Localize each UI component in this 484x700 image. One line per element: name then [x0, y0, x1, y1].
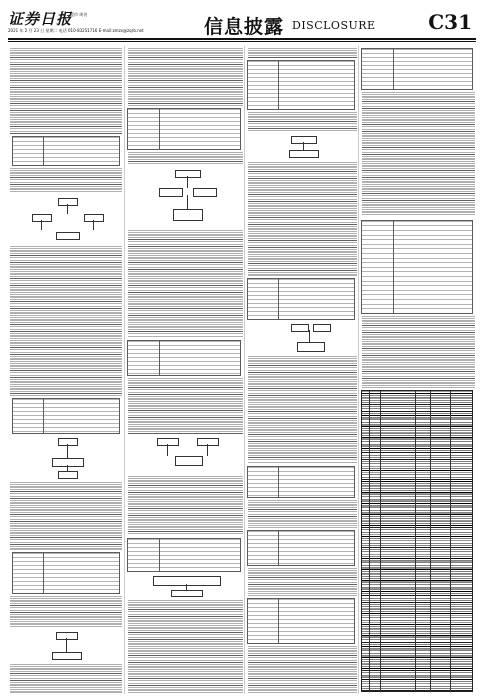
logo-subtitle-line: 股市 周刊: [70, 12, 88, 17]
structure-diagram: [34, 630, 98, 660]
masthead: [8, 6, 476, 46]
column-1: [10, 46, 122, 694]
column-2: [124, 46, 243, 694]
info-table: [247, 598, 355, 644]
text-block: [248, 48, 357, 58]
info-table: [247, 278, 355, 320]
header-rule-thin: [8, 41, 476, 42]
text-block: [128, 476, 243, 536]
info-table: [247, 60, 355, 110]
text-block: [10, 48, 122, 134]
fund-table: [361, 220, 473, 314]
logo-subtitle: [70, 12, 87, 17]
text-block: [248, 112, 357, 132]
info-table: [12, 398, 120, 434]
text-block: [248, 356, 357, 464]
column-4: [358, 46, 475, 694]
page-number: C31: [428, 10, 472, 34]
text-block: [10, 246, 122, 396]
text-block: [128, 378, 243, 434]
info-table: [247, 466, 355, 498]
text-block: [248, 646, 357, 694]
text-block: [10, 168, 122, 192]
holdings-table: [361, 390, 473, 692]
dateline: 2021 年 2 月 23 日 星期二 电话 010-83251716 E-mail:zmzx@zqrb.net: [8, 28, 144, 33]
ownership-diagram: [157, 168, 217, 226]
newspaper-logo: 证券日报: [8, 10, 73, 28]
info-table: [12, 136, 120, 166]
info-table: [12, 552, 120, 594]
text-block: [10, 596, 122, 628]
text-block: [248, 162, 357, 276]
info-table: [127, 340, 241, 376]
section-title: 信息披露: [204, 16, 285, 38]
info-table: [127, 108, 241, 150]
equity-diagram: [32, 436, 102, 478]
header-rule: [8, 38, 476, 40]
info-table: [127, 538, 241, 572]
text-block: [128, 230, 243, 338]
text-block: [128, 600, 243, 694]
text-block: [128, 48, 243, 106]
equity-diagram: [155, 436, 219, 472]
structure-diagram: [151, 574, 221, 596]
text-block: [10, 482, 122, 550]
ownership-diagram: [283, 134, 323, 158]
column-3: [244, 46, 357, 694]
page-body: [10, 46, 474, 694]
info-table: [361, 48, 473, 90]
text-block: [362, 316, 475, 388]
text-block: [10, 664, 122, 694]
text-block: [128, 152, 243, 166]
text-block: [248, 500, 357, 528]
text-block: [362, 92, 475, 216]
ownership-diagram: [28, 196, 106, 242]
section-title-english: DISCLOSURE: [292, 19, 376, 32]
text-block: [248, 568, 357, 596]
equity-diagram: [289, 322, 331, 352]
info-table: [247, 530, 355, 566]
